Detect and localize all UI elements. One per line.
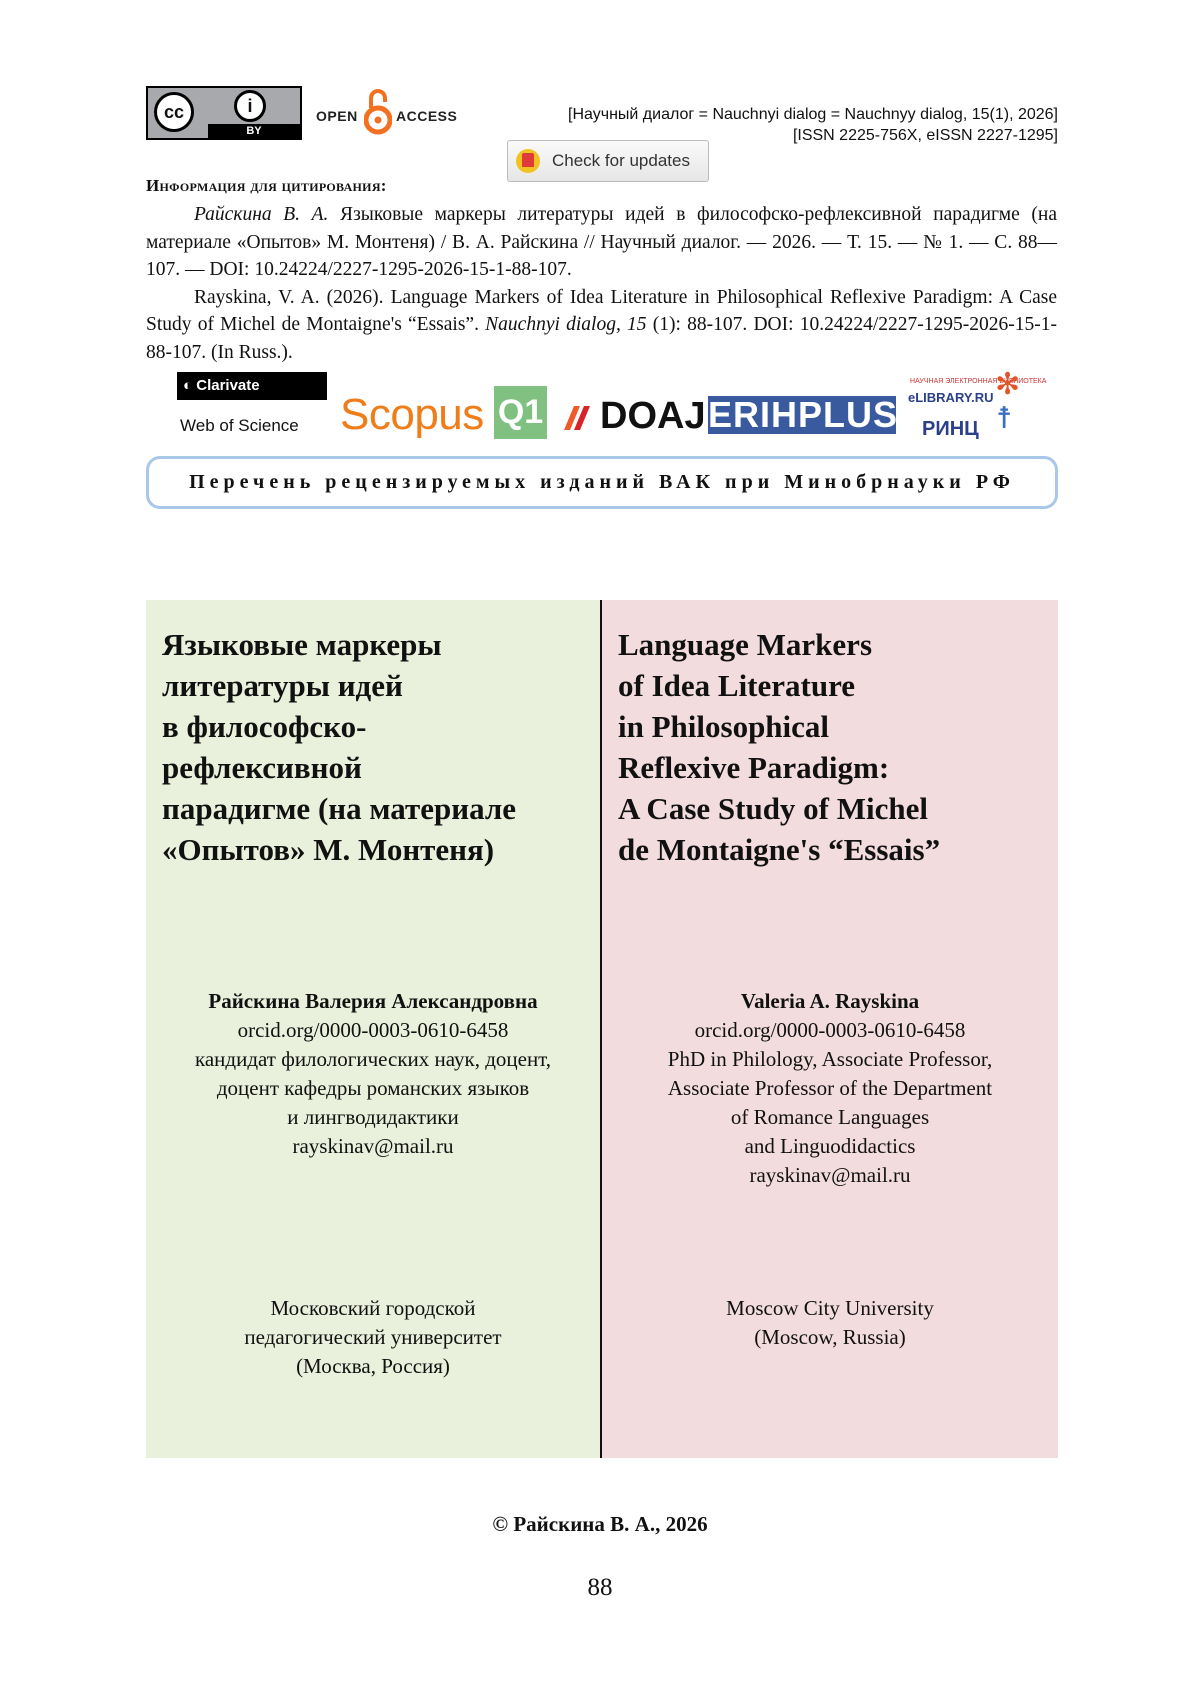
affiliation-line: Московский городской: [270, 1296, 476, 1320]
english-author-block: [602, 987, 1058, 1190]
title-line: рефлексивной: [162, 750, 362, 785]
position-line: PhD in Philology, Associate Professor,: [667, 1047, 993, 1071]
open-access-logo: [316, 88, 456, 136]
orcid-link[interactable]: orcid.org/0000-0003-0610-6458: [237, 1018, 509, 1042]
russian-affiliation: [146, 1294, 600, 1381]
title-line: литературы идей: [162, 668, 403, 703]
doaj-logo: DOAJ: [600, 395, 706, 437]
elibrary-caption: НАУЧНАЯ ЭЛЕКТРОННАЯ БИБЛИОТЕКА: [910, 378, 1047, 385]
affiliation-line: Moscow City University: [726, 1296, 934, 1320]
english-title: [618, 624, 940, 870]
open-access-left-text: OPEN: [316, 108, 358, 124]
email-link[interactable]: rayskinav@mail.ru: [292, 1134, 454, 1158]
author-name: Valeria A. Rayskina: [740, 989, 920, 1013]
attribution-person-icon: i: [234, 90, 266, 122]
affiliation-line: (Москва, Россия): [296, 1354, 450, 1378]
title-line: «Опытов» М. Монтеня): [162, 832, 495, 867]
erihplus-logo: ERIHPLUS: [708, 394, 899, 435]
cc-icon: cc: [154, 92, 194, 132]
q1-badge: Q1: [494, 386, 547, 439]
position-line: of Romance Languages: [730, 1105, 930, 1129]
citation-ru-text: Языковые маркеры литературы идей в философско-рефлексивной парадигме (на материале «Опытов» М. Монтеня) / В. А. Райскина // Научный диалог. — 2026. — Т. 15. — № 1. — С. 88—107. — DOI: 10.24224/2227-1295-2026-15-1-88-107.: [146, 204, 1057, 280]
affiliation-line: педагогический университет: [244, 1325, 502, 1349]
citation-heading: Информация для цитирования:: [146, 176, 387, 195]
crossmark-icon: [516, 149, 540, 173]
elibrary-logo: eLIBRARY.RU: [908, 390, 994, 405]
check-for-updates-label: Check for updates: [552, 151, 690, 170]
title-line: de Montaigne's “Essais”: [618, 832, 941, 867]
scopus-logo: Scopus: [340, 390, 484, 439]
citation-en-text: Rayskina, V. A. (2026). Language Markers of Idea Literature in Philosophical Reflexive Paradigm: A Case Study of Michel de Montaigne's “Essais”.: [146, 286, 1057, 335]
elibrary-person-icon: ☨: [996, 402, 1013, 435]
affiliation-line: (Moscow, Russia): [754, 1325, 906, 1349]
english-affiliation: [602, 1294, 1058, 1352]
clarivate-label: Clarivate: [196, 377, 260, 394]
citation-ru-author: Райскина В. А.: [194, 204, 329, 225]
citation-en-journal: Nauchnyi dialog, 15: [485, 314, 647, 335]
position-line: кандидат филологических наук, доцент,: [194, 1047, 552, 1071]
copyright-notice: © Райскина В. А., 2026: [492, 1512, 708, 1536]
citation-block: [146, 201, 1057, 366]
rinc-logo: РИНЦ: [922, 418, 979, 440]
vak-list-banner: Перечень рецензируемых изданий ВАК при Минобрнауки РФ: [146, 456, 1058, 509]
cc-by-license-badge: [146, 86, 302, 140]
title-line: в философско-: [162, 709, 367, 744]
russian-title: [162, 624, 516, 870]
title-line: парадигме (на материале: [162, 791, 516, 826]
elibrary-star-icon: ✻: [995, 368, 1021, 401]
author-name: Райскина Валерия Александровна: [208, 989, 538, 1013]
position-line: Associate Professor of the Department: [667, 1076, 993, 1100]
journal-citation-line: [Научный диалог = Nauchnyi dialog = Nauchnyy dialog, 15(1), 2026]: [568, 106, 1058, 123]
citation-en: [146, 284, 1057, 367]
open-access-lock-icon: [364, 88, 392, 136]
journal-issn-line: [ISSN 2225-756X, eISSN 2227-1295]: [792, 127, 1058, 144]
doaj-icon: [562, 402, 598, 432]
email-link[interactable]: rayskinav@mail.ru: [749, 1163, 911, 1187]
orcid-link[interactable]: orcid.org/0000-0003-0610-6458: [694, 1018, 966, 1042]
position-line: and Linguodidactics: [744, 1134, 916, 1158]
russian-column: [146, 600, 600, 1458]
clarivate-logo: ◐ Clarivate: [177, 372, 327, 400]
title-line: Language Markers: [618, 627, 873, 662]
title-line: in Philosophical: [618, 709, 830, 744]
title-line: of Idea Literature: [618, 668, 856, 703]
position-line: доцент кафедры романских языков: [216, 1076, 530, 1100]
check-for-updates-button[interactable]: [507, 140, 709, 182]
title-line: Reflexive Paradigm:: [618, 750, 890, 785]
page-number: 88: [587, 1574, 613, 1601]
position-line: и лингводидактики: [287, 1105, 459, 1129]
russian-author-block: [146, 987, 600, 1161]
citation-en-doi: (1): 88-107. DOI: 10.24224/2227-1295-2026-15-1-88-107. (In Russ.).: [146, 314, 1057, 363]
title-line: Языковые маркеры: [162, 627, 442, 662]
title-line: A Case Study of Michel: [618, 791, 928, 826]
open-access-right-text: ACCESS: [396, 108, 458, 124]
english-column: [602, 600, 1058, 1458]
web-of-science-logo: Web of Science: [180, 416, 299, 435]
cc-by-label: BY: [208, 124, 300, 138]
citation-ru: [146, 201, 1057, 284]
